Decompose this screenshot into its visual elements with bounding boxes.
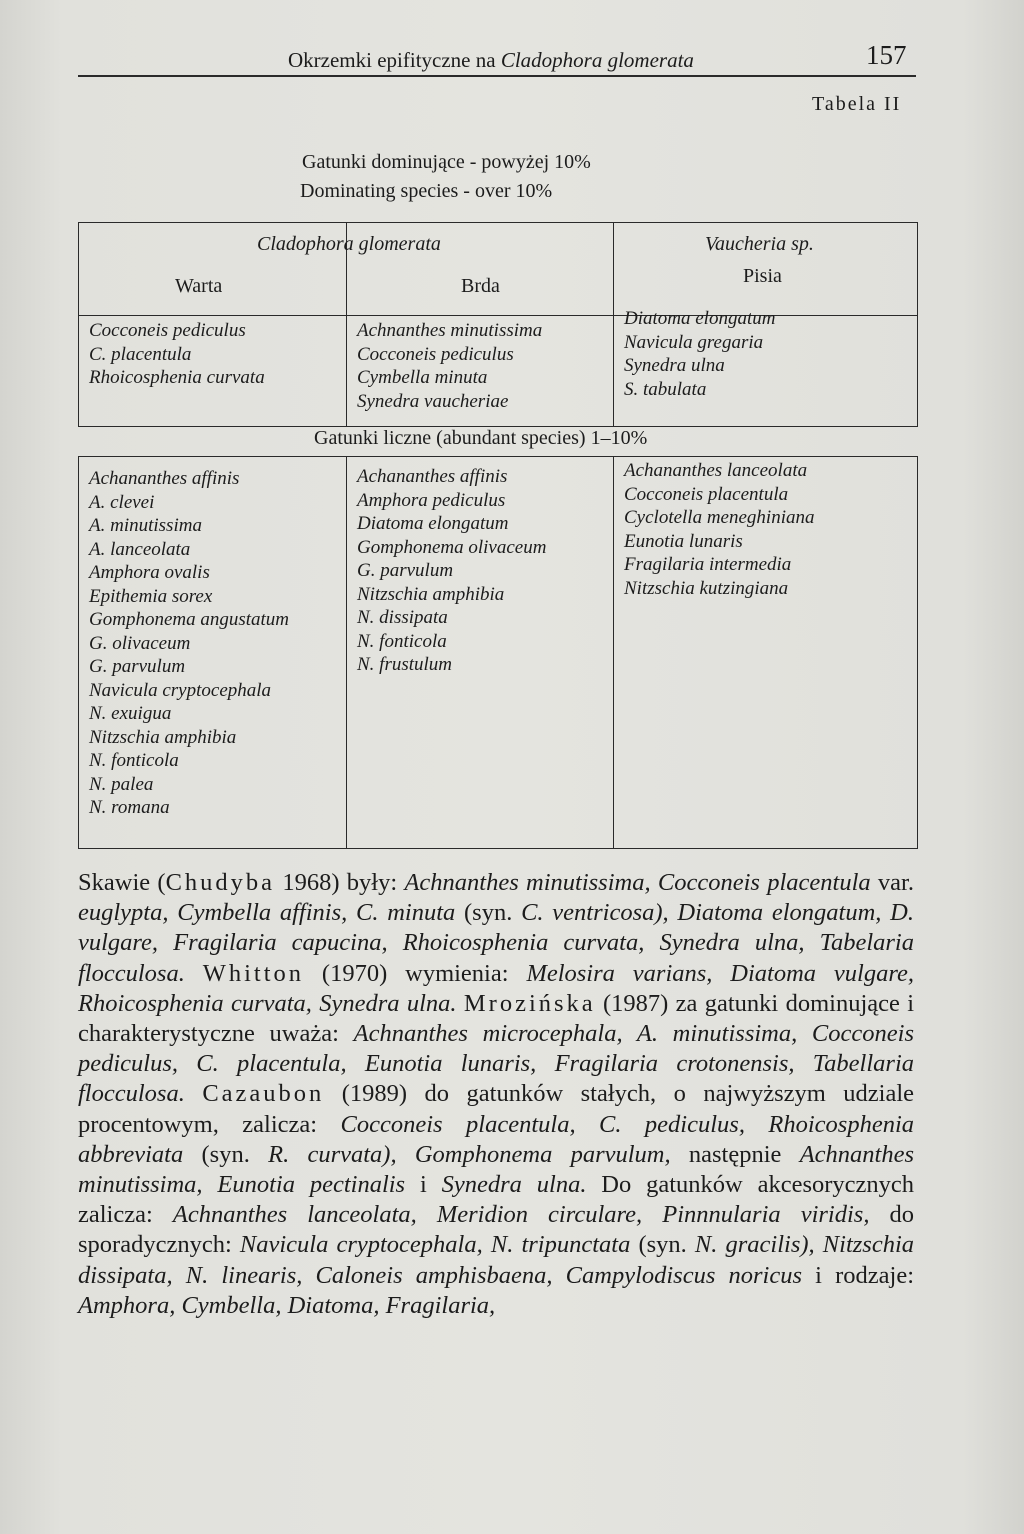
list-item: Cocconeis pediculus	[357, 343, 514, 365]
list-item: N. romana	[89, 797, 170, 818]
header-rule	[78, 75, 916, 77]
body-text-run	[185, 1080, 202, 1107]
list-item: Diatoma elongatum	[624, 308, 776, 329]
list-item: G. olivaceum	[89, 632, 191, 654]
list-item: N. exuigua	[89, 703, 172, 724]
list-item: Epithemia sorex	[89, 585, 213, 607]
column-header-warta: Warta	[175, 275, 223, 297]
body-text-run: (syn.	[630, 1231, 695, 1259]
body-text-run: Do gatunków akcesorycznych zalicza:	[78, 1171, 915, 1229]
list-item: Nitzschia amphibia	[89, 726, 237, 748]
species-names: Cocconeis placentula, C. pediculus, Rhoicosphenia abbreviata	[78, 1110, 915, 1168]
species-names: Navicula cryptocephala, N. tripunctata	[239, 1231, 631, 1259]
list-item: Eunotia lunaris	[624, 530, 743, 552]
body-paragraph-text	[78, 868, 914, 1321]
species-names: Achnanthes lanceolata, Meridion circulare, Pinnnularia viridis,	[172, 1201, 870, 1229]
author-name: Cazaubon	[202, 1080, 325, 1108]
column-divider	[613, 457, 614, 848]
body-text-run: (1987) za gatunki dominujące i charakterystyczne uważa:	[78, 989, 915, 1048]
list-item: Achnanthes minutissima	[357, 320, 543, 341]
list-item: Gomphonema angustatum	[89, 609, 290, 630]
author-name: Mrozińska	[463, 989, 596, 1017]
list-item: Amphora ovalis	[89, 562, 210, 583]
body-text-run: następnie	[670, 1140, 800, 1168]
list-item: S. tabulata	[624, 378, 707, 400]
list-item: A. clevei	[89, 491, 155, 513]
list-item: Cocconeis placentula	[624, 483, 789, 505]
list-item: N. frustulum	[357, 654, 453, 675]
list-item: N. fonticola	[357, 630, 447, 652]
list-item: A. minutissima	[89, 515, 202, 536]
body-text-run: i rodzaje:	[802, 1261, 914, 1289]
list-item: A. lanceolata	[89, 538, 191, 560]
body-paragraph	[78, 868, 914, 1321]
header-divider	[79, 315, 917, 316]
body-text-run: Skawie (	[78, 869, 166, 896]
list-item: Cymbella minuta	[357, 367, 488, 388]
body-text-run: (1970) wymienia:	[304, 959, 527, 987]
body-text-run: var.	[870, 869, 914, 896]
body-text-run: (syn.	[183, 1140, 269, 1168]
species-names: C. ventricosa), Diatoma elongatum, D. vulgare, Fragilaria capucina, Rhoicosphenia curvata, Synedra ulna, Tabelaria flocculosa.	[78, 899, 914, 987]
body-text-run: (1989) do gatunków stałych, o najwyższym udziale procentowym, zalicza:	[78, 1080, 915, 1138]
abundant-species-caption: Gatunki liczne (abundant species) 1–10%	[314, 427, 648, 449]
column-header-brda: Brda	[461, 275, 500, 297]
running-head	[0, 38, 1024, 78]
running-head-title: Okrzemki epifityczne na Cladophora glomerata	[288, 48, 694, 72]
brda-abundant-list	[357, 465, 546, 677]
list-item: G. parvulum	[89, 656, 186, 677]
species-names: Achnanthes minutissima, Cocconeis placentula	[404, 869, 871, 896]
species-names: Achnanthes minutissima, Eunotia pectinalis	[78, 1140, 914, 1199]
species-names: Amphora, Cymbella, Diatoma, Fragilaria,	[78, 1291, 496, 1319]
list-item: N. palea	[89, 773, 154, 795]
table-caption-polish: Gatunki dominujące - powyżej 10%	[302, 151, 591, 173]
list-item: Achananthes affinis	[357, 466, 508, 487]
species-names: euglypta, Cymbella affinis, C. minuta	[78, 899, 456, 927]
pisia-abundant-list	[624, 459, 814, 600]
dominant-species-table	[78, 222, 918, 427]
species-names: N. gracilis), Nitzschia dissipata, N. linearis, Caloneis amphisbaena, Campylodiscus noricus	[78, 1231, 914, 1289]
page-number: 157	[866, 40, 907, 70]
list-item: Amphora pediculus	[357, 489, 506, 511]
list-item: Synedra vaucheriae	[357, 390, 509, 412]
list-item: Cyclotella meneghiniana	[624, 507, 815, 528]
brda-dominant-list	[357, 319, 542, 413]
column-divider	[346, 457, 347, 848]
species-names: Melosira varians, Diatoma vulgare, Rhoicosphenia curvata, Synedra ulna.	[78, 959, 914, 1017]
species-names: R. curvata), Gomphonema parvulum,	[268, 1140, 671, 1168]
body-text-run: 1968) były:	[275, 869, 405, 896]
list-item: Gomphonema olivaceum	[357, 536, 547, 558]
body-text-run	[185, 960, 203, 987]
column-header-pisia: Pisia	[743, 265, 782, 287]
list-item: N. dissipata	[357, 607, 448, 628]
list-item: Achananthes lanceolata	[624, 460, 808, 481]
list-item: G. parvulum	[357, 560, 454, 581]
group-header-cladophora: Cladophora glomerata	[257, 233, 441, 255]
author-name: Chudyba	[165, 869, 276, 896]
body-text-run: do sporadycznych:	[78, 1201, 915, 1259]
table-caption-english: Dominating species - over 10%	[300, 180, 553, 202]
warta-dominant-list	[89, 319, 265, 390]
abundant-species-table	[78, 456, 918, 849]
column-divider	[613, 223, 614, 426]
list-item: Synedra ulna	[624, 355, 725, 376]
body-text-run	[457, 990, 464, 1017]
list-item: Nitzschia amphibia	[357, 583, 505, 605]
body-text-run: (syn.	[455, 899, 522, 927]
list-item: Navicula gregaria	[624, 331, 764, 353]
list-item: Nitzschia kutzingiana	[624, 577, 789, 599]
warta-abundant-list	[89, 467, 289, 820]
list-item: Fragilaria intermedia	[624, 554, 792, 575]
list-item: Achananthes affinis	[89, 468, 240, 489]
list-item: Navicula cryptocephala	[89, 679, 272, 701]
list-item: Diatoma elongatum	[357, 513, 509, 534]
list-item: C. placentula	[89, 343, 192, 365]
author-name: Whitton	[202, 959, 305, 987]
group-header-vaucheria: Vaucheria sp.	[705, 233, 814, 255]
species-names: Synedra ulna.	[441, 1171, 587, 1199]
species-names: Achnanthes microcephala, A. minutissima, Cocconeis pediculus, C. placentula, Eunotia lunaris, Fragilaria crotonensis, Tabellaria flocculosa.	[78, 1020, 914, 1108]
pisia-dominant-list	[624, 307, 775, 401]
list-item: N. fonticola	[89, 750, 179, 771]
list-item: Rhoicosphenia curvata	[89, 367, 265, 388]
table-label: Tabela II	[812, 93, 902, 115]
body-text-run: i	[405, 1171, 442, 1199]
list-item: Cocconeis pediculus	[89, 320, 246, 341]
